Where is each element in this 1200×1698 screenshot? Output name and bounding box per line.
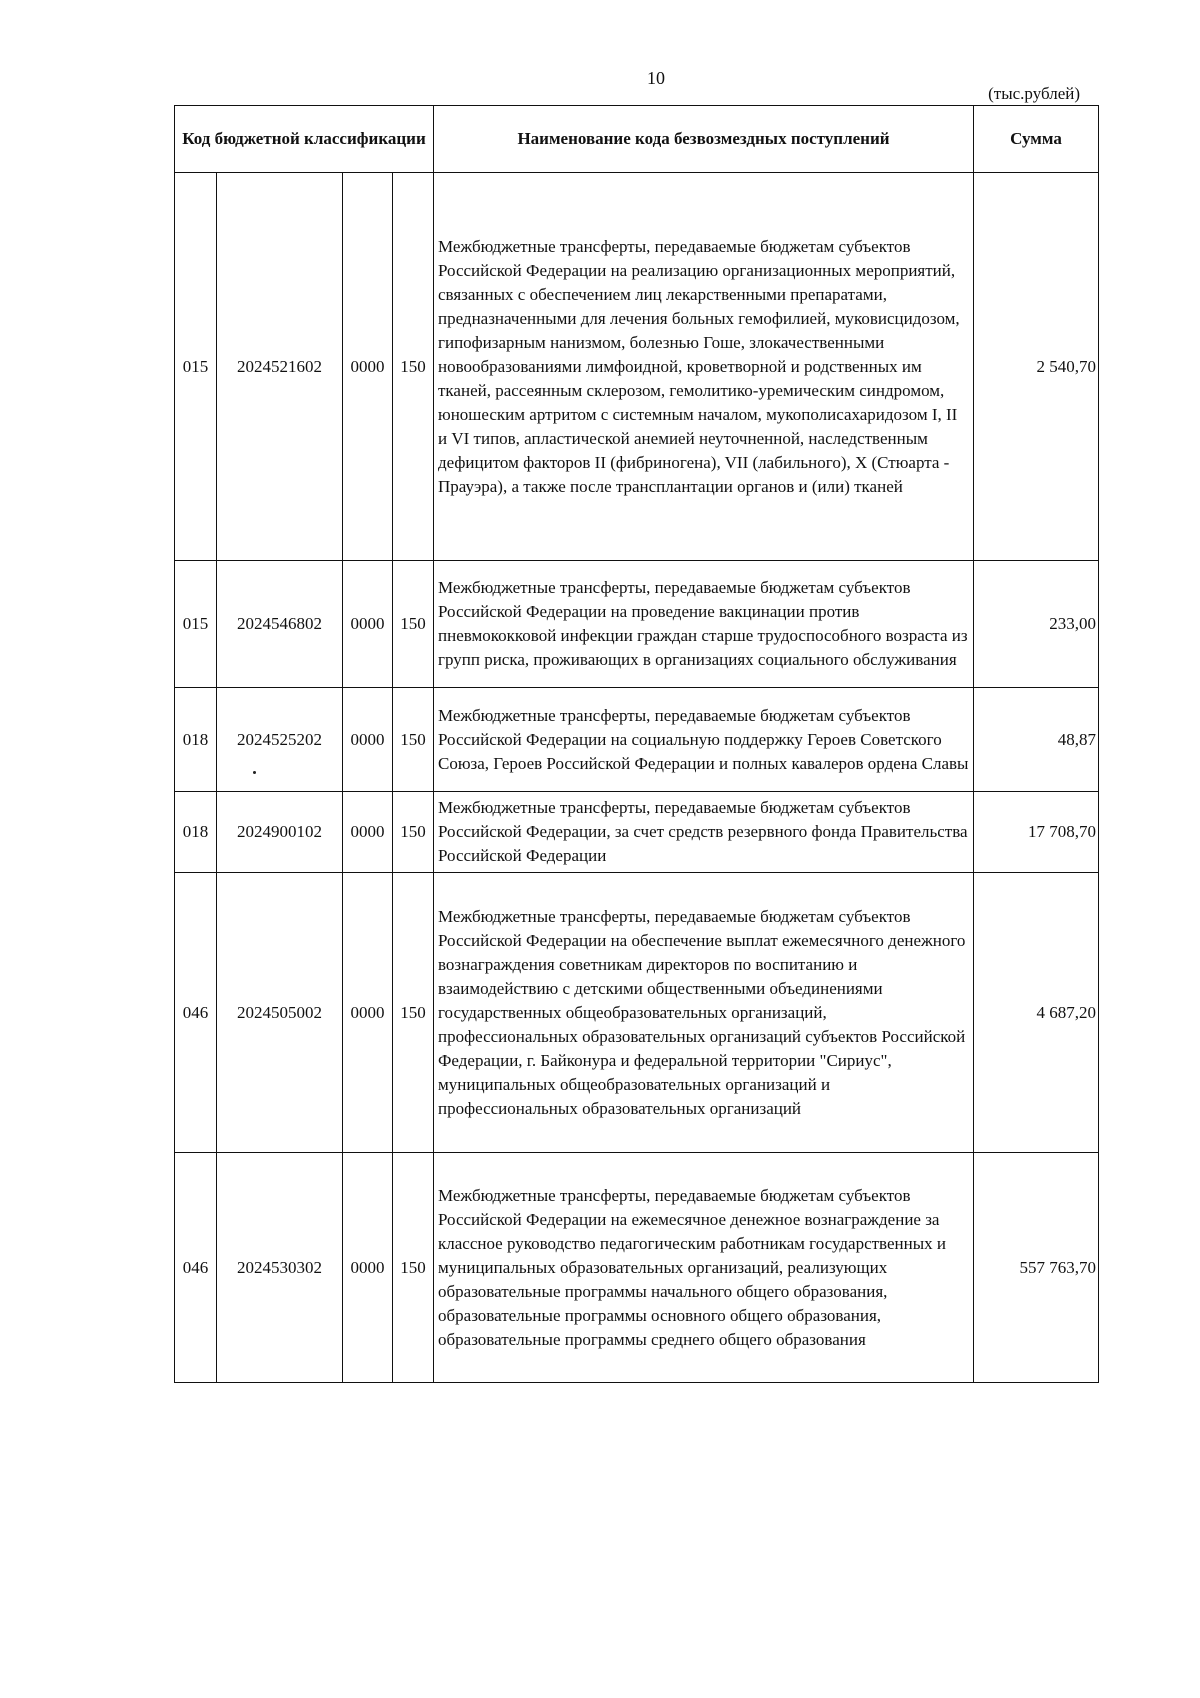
table-row xyxy=(175,873,1099,1153)
kind-code-cell: 150 xyxy=(393,792,434,873)
sub-code-cell: 0000 xyxy=(343,688,393,792)
budget-code-cell: 2024505002 xyxy=(217,873,343,1153)
budget-code-cell: 2024900102 xyxy=(217,792,343,873)
sum-cell: 233,00 xyxy=(974,561,1099,688)
admin-code-cell: 046 xyxy=(175,873,217,1153)
admin-code-cell: 015 xyxy=(175,561,217,688)
sum-cell: 48,87 xyxy=(974,688,1099,792)
description-cell: Межбюджетные трансферты, передаваемые бюджетам субъектов Российской Федерации на проведение вакцинации против пневмококковой инфекции граждан старше трудоспособного возраста из групп риска, проживающих в организациях социального обслуживания xyxy=(434,561,974,688)
budget-code-cell: 2024521602 xyxy=(217,173,343,561)
description-cell: Межбюджетные трансферты, передаваемые бюджетам субъектов Российской Федерации на обеспечение выплат ежемесячного денежного вознаграждения советникам директоров по воспитанию и взаимодействию с детскими общественными объединениями государственных общеобразовательных организаций, профессиональных образовательных организаций субъектов Российской Федерации, г. Байконура и федеральной территории "Сириус", муниципальных общеобразовательных организаций и профессиональных образовательных организаций xyxy=(434,873,974,1153)
header-sum: Сумма xyxy=(974,106,1099,173)
description-cell: Межбюджетные трансферты, передаваемые бюджетам субъектов Российской Федерации на социальную поддержку Героев Советского Союза, Героев Российской Федерации и полных кавалеров ордена Славы xyxy=(434,688,974,792)
description-cell: Межбюджетные трансферты, передаваемые бюджетам субъектов Российской Федерации, за счет средств резервного фонда Правительства Российской Федерации xyxy=(434,792,974,873)
kind-code-cell: 150 xyxy=(393,173,434,561)
table-row xyxy=(175,561,1099,688)
description-cell: Межбюджетные трансферты, передаваемые бюджетам субъектов Российской Федерации на реализацию организационных мероприятий, связанных с обеспечением лиц лекарственными препаратами, предназначенными для лечения больных гемофилией, муковисцидозом, гипофизарным нанизмом, болезнью Гоше, злокачественными новообразованиями лимфоидной, кроветворной и родственных им тканей, рассеянным склерозом, гемолитико-уремическим синдромом, юношеским артритом с системным началом, мукополисахаридозом I, II и VI типов, апластической анемией неуточненной, наследственным дефицитом факторов II (фибриногена), VII (лабильного), X (Стюарта - Прауэра), а также после трансплантации органов и (или) тканей xyxy=(434,173,974,561)
admin-code-cell: 046 xyxy=(175,1153,217,1383)
sub-code-cell: 0000 xyxy=(343,873,393,1153)
description-cell: Межбюджетные трансферты, передаваемые бюджетам субъектов Российской Федерации на ежемесячное денежное вознаграждение за классное руководство педагогическим работникам государственных и муниципальных образовательных организаций, реализующих образовательные программы начального общего образования, образовательные программы основного общего образования, образовательные программы среднего общего образования xyxy=(434,1153,974,1383)
table-row xyxy=(175,792,1099,873)
table-row xyxy=(175,1153,1099,1383)
admin-code-cell: 018 xyxy=(175,688,217,792)
admin-code-cell: 015 xyxy=(175,173,217,561)
budget-code-cell: 2024525202 xyxy=(217,688,343,792)
kind-code-cell: 150 xyxy=(393,688,434,792)
budget-code-cell: 2024530302 xyxy=(217,1153,343,1383)
table-row xyxy=(175,173,1099,561)
header-name: Наименование кода безвозмездных поступлений xyxy=(434,106,974,173)
sum-cell: 2 540,70 xyxy=(974,173,1099,561)
sub-code-cell: 0000 xyxy=(343,173,393,561)
scan-speck xyxy=(253,771,256,774)
units-label: (тыс.рублей) xyxy=(988,84,1080,103)
sub-code-cell: 0000 xyxy=(343,561,393,688)
table-row xyxy=(175,688,1099,792)
kind-code-cell: 150 xyxy=(393,873,434,1153)
sum-cell: 17 708,70 xyxy=(974,792,1099,873)
sum-cell: 557 763,70 xyxy=(974,1153,1099,1383)
sum-cell: 4 687,20 xyxy=(974,873,1099,1153)
kind-code-cell: 150 xyxy=(393,561,434,688)
budget-code-cell: 2024546802 xyxy=(217,561,343,688)
admin-code-cell: 018 xyxy=(175,792,217,873)
kind-code-cell: 150 xyxy=(393,1153,434,1383)
header-code: Код бюджетной классификации xyxy=(175,106,434,173)
sub-code-cell: 0000 xyxy=(343,1153,393,1383)
budget-table xyxy=(174,105,1099,1383)
page-number: 10 xyxy=(647,68,665,88)
sub-code-cell: 0000 xyxy=(343,792,393,873)
header-row xyxy=(175,106,1099,173)
